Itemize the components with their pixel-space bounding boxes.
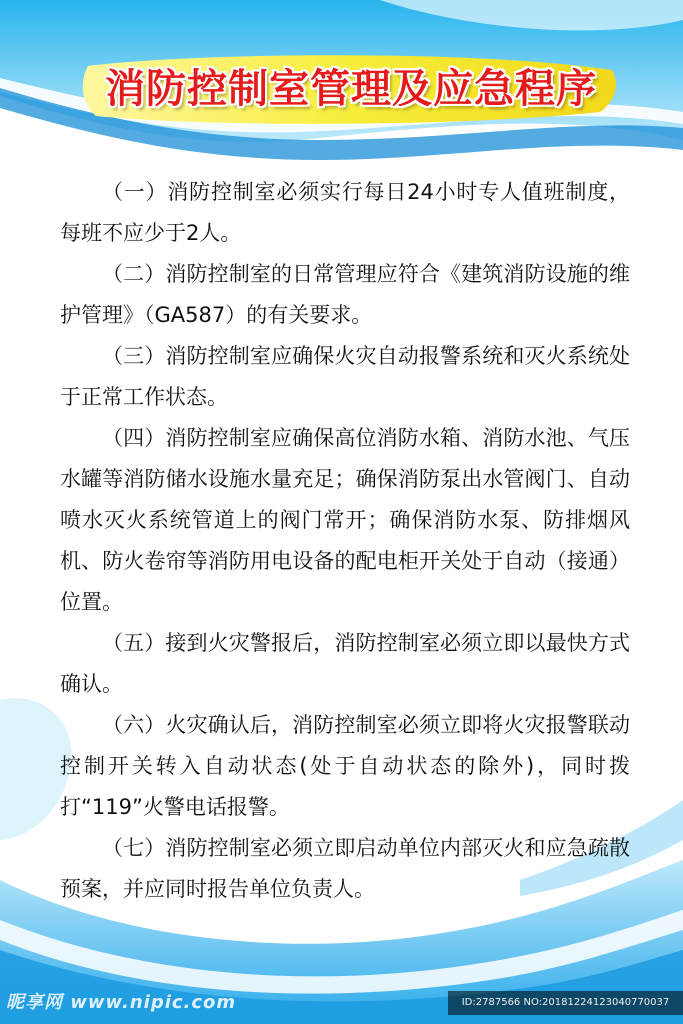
watermark-id: ID:2787566 NO:20181224123040770037 <box>448 991 683 1015</box>
procedure-item-2: （二）消防控制室的日常管理应符合《建筑消防设施的维护管理》（GA587）的有关要求。 <box>60 262 630 327</box>
procedure-item-7: （七）消防控制室必须立即启动单位内部灭火和应急疏散预案，并应同时报告单位负责人。 <box>60 836 630 901</box>
watermark-site: 昵享网 www.nipic.com <box>6 992 237 1013</box>
procedure-item-4: （四）消防控制室应确保高位消防水箱、消防水池、气压水罐等消防储水设施水量充足；确保消防泵出水管阀门、自动喷水灭火系统管道上的阀门常开；确保消防水泵、防排烟风机、防火卷帘等消防用电设备的配电柜开关处于自动（接通）位置。 <box>60 426 630 614</box>
title-banner <box>86 52 616 118</box>
procedure-item-1: （一）消防控制室必须实行每日24小时专人值班制度，每班不应少于2人。 <box>60 180 630 245</box>
procedure-item-5: （五）接到火灾警报后，消防控制室必须立即以最快方式确认。 <box>60 631 630 696</box>
procedure-item-6: （六）火灾确认后，消防控制室必须立即将火灾报警联动控制开关转入自动状态(处于自动状态的除外)，同时拨打“119”火警电话报警。 <box>60 713 630 819</box>
procedure-list <box>60 172 630 910</box>
procedure-item-3: （三）消防控制室应确保火灾自动报警系统和灭火系统处于正常工作状态。 <box>60 344 630 409</box>
poster-title: 消防控制室管理及应急程序 <box>105 65 597 112</box>
